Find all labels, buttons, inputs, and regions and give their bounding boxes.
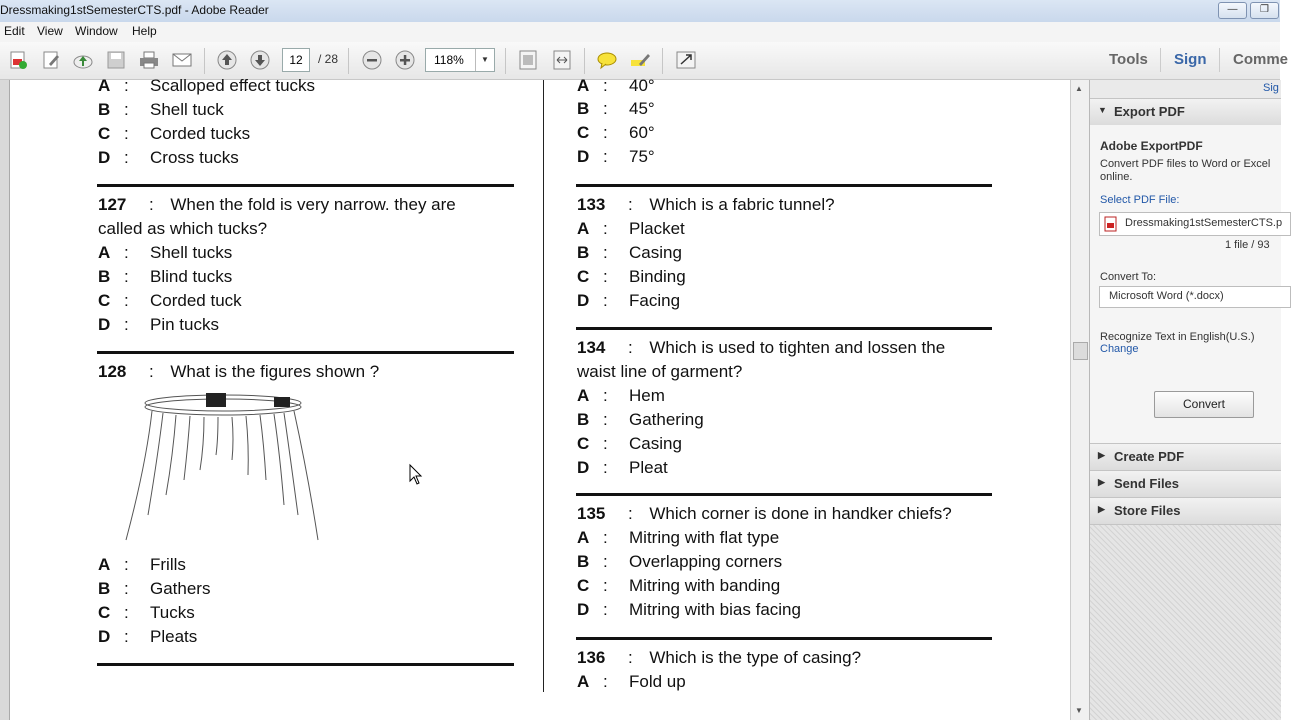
minimize-button[interactable]: — xyxy=(1218,2,1247,19)
recognize-text-label: Recognize Text in English(U.S.) xyxy=(1100,331,1255,343)
list-item: C : Casing xyxy=(577,434,682,453)
page-total: / 28 xyxy=(318,52,339,66)
list-item: C : Binding xyxy=(577,267,686,286)
toolbar-separator xyxy=(1160,48,1161,72)
comment-link[interactable]: Comme xyxy=(1233,51,1289,68)
tools-panel xyxy=(1089,80,1281,720)
list-item: A : Placket xyxy=(577,219,685,238)
file-count: 1 file / 93 xyxy=(1225,239,1270,251)
create-pdf-header[interactable]: ▶ Create PDF xyxy=(1090,443,1281,471)
question-divider xyxy=(97,351,514,354)
select-pdf-label: Select PDF File: xyxy=(1100,194,1180,206)
list-item: A : Mitring with flat type xyxy=(577,528,780,547)
question-127-continued: called as which tucks? xyxy=(98,219,268,238)
panel-top-strip xyxy=(1090,80,1281,98)
list-item: D : Pleat xyxy=(577,458,668,477)
menu-view[interactable]: View xyxy=(37,24,63,38)
toolbar-separator xyxy=(662,48,663,74)
expand-down-icon: ▼ xyxy=(1098,105,1107,115)
list-item: D : Pleats xyxy=(98,627,198,646)
convert-button[interactable]: Convert xyxy=(1154,391,1254,418)
toolbar-separator xyxy=(204,48,205,74)
pdf-file-icon xyxy=(1104,216,1118,232)
list-item: D : Cross tucks xyxy=(98,148,239,167)
question-134-continued: waist line of garment? xyxy=(577,362,743,381)
vertical-scrollbar[interactable] xyxy=(1070,80,1089,720)
sign-panel-link[interactable]: Sig xyxy=(1263,82,1279,94)
window-title: Dressmaking1stSemesterCTS.pdf - Adobe Reader xyxy=(0,3,269,17)
comment-icon[interactable] xyxy=(595,48,619,72)
print-icon[interactable] xyxy=(137,48,161,72)
zoom-select[interactable] xyxy=(425,48,495,72)
list-item: A : Shell tucks xyxy=(98,243,233,262)
selected-file-name: Dressmaking1stSemesterCTS.p xyxy=(1125,217,1283,229)
edit-pdf-icon[interactable] xyxy=(39,48,63,72)
selected-file-field[interactable] xyxy=(1099,212,1291,236)
expand-right-icon: ▶ xyxy=(1098,477,1105,487)
adobe-export-title: Adobe ExportPDF xyxy=(1100,139,1203,153)
menu-help[interactable]: Help xyxy=(132,24,157,38)
list-item: C : Corded tucks xyxy=(98,124,251,143)
restore-button[interactable]: ❐ xyxy=(1250,2,1279,19)
expand-right-icon: ▶ xyxy=(1098,450,1105,460)
fit-width-icon[interactable] xyxy=(550,48,574,72)
zoom-out-icon[interactable] xyxy=(360,48,384,72)
zoom-value: 118% xyxy=(434,53,464,67)
list-item: B : Blind tucks xyxy=(98,267,233,286)
cloud-upload-icon[interactable] xyxy=(71,48,95,72)
panel-empty-area xyxy=(1090,525,1281,720)
title-bar xyxy=(0,0,1280,23)
highlight-icon[interactable] xyxy=(628,48,652,72)
question-divider xyxy=(97,663,514,666)
list-item: A : Scalloped effect tucks xyxy=(98,76,316,95)
list-item: C : Mitring with banding xyxy=(577,576,781,595)
question-divider xyxy=(576,184,992,187)
list-item: D : 75° xyxy=(577,147,655,166)
next-page-icon[interactable] xyxy=(248,48,272,72)
sign-link[interactable]: Sign xyxy=(1174,51,1207,68)
list-item: C : 60° xyxy=(577,123,655,142)
export-pdf-header[interactable]: ▼ Export PDF xyxy=(1090,98,1281,126)
list-item: B : Gathers xyxy=(98,579,211,598)
document-view[interactable] xyxy=(0,76,1070,720)
toolbar-separator xyxy=(505,48,506,74)
column-divider xyxy=(543,80,544,692)
question-133: 133 : Which is a fabric tunnel? xyxy=(577,195,835,214)
send-files-header[interactable]: ▶ Send Files xyxy=(1090,470,1281,498)
convert-to-value: Microsoft Word (*.docx) xyxy=(1109,290,1224,302)
toolbar xyxy=(0,42,1280,80)
scrollbar-thumb[interactable] xyxy=(1073,342,1088,360)
zoom-in-icon[interactable] xyxy=(393,48,417,72)
store-files-header[interactable]: ▶ Store Files xyxy=(1090,497,1281,525)
question-134: 134 : Which is used to tighten and lossen the xyxy=(577,338,946,357)
page-number-input[interactable]: 12 xyxy=(282,48,310,72)
list-item: B : Gathering xyxy=(577,410,704,429)
toolbar-separator xyxy=(584,48,585,74)
list-item: A : Fold up xyxy=(577,672,686,691)
question-divider xyxy=(97,184,514,187)
gathered-skirt-figure xyxy=(118,385,328,545)
create-pdf-icon[interactable] xyxy=(6,48,30,72)
fullscreen-icon[interactable] xyxy=(674,48,698,72)
question-135: 135 : Which corner is done in handker chiefs? xyxy=(577,504,952,523)
expand-right-icon: ▶ xyxy=(1098,504,1105,514)
change-link[interactable]: Change xyxy=(1100,343,1139,355)
menu-edit[interactable]: Edit xyxy=(4,24,25,38)
scroll-up-icon[interactable]: ▲ xyxy=(1075,84,1083,93)
list-item: A : Hem xyxy=(577,386,665,405)
list-item: A : 40° xyxy=(577,76,655,95)
chevron-down-icon[interactable]: ▼ xyxy=(475,49,494,71)
save-icon[interactable] xyxy=(104,48,128,72)
question-128: 128 : What is the figures shown ? xyxy=(98,362,380,381)
email-icon[interactable] xyxy=(170,48,194,72)
list-item: D : Mitring with bias facing xyxy=(577,600,801,619)
list-item: D : Pin tucks xyxy=(98,315,219,334)
export-desc-line2: online. xyxy=(1100,171,1133,183)
previous-page-icon[interactable] xyxy=(215,48,239,72)
mouse-cursor-icon xyxy=(409,464,423,486)
fit-page-icon[interactable] xyxy=(516,48,540,72)
question-127: 127 : When the fold is very narrow. they are xyxy=(98,195,456,214)
list-item: B : Overlapping corners xyxy=(577,552,783,571)
question-divider xyxy=(576,327,992,330)
list-item: B : Casing xyxy=(577,243,682,262)
tools-link[interactable]: Tools xyxy=(1109,51,1148,68)
question-divider xyxy=(576,493,992,496)
scroll-down-icon[interactable]: ▼ xyxy=(1075,706,1083,715)
menu-bar xyxy=(0,22,1280,42)
question-136: 136 : Which is the type of casing? xyxy=(577,648,862,667)
list-item: A : Frills xyxy=(98,555,186,574)
question-divider xyxy=(576,637,992,640)
export-desc-line1: Convert PDF files to Word or Excel xyxy=(1100,158,1271,170)
toolbar-separator xyxy=(1219,48,1220,72)
list-item: B : Shell tuck xyxy=(98,100,224,119)
list-item: D : Facing xyxy=(577,291,681,310)
list-item: C : Tucks xyxy=(98,603,195,622)
list-item: B : 45° xyxy=(577,99,655,118)
page-left-edge xyxy=(0,80,10,720)
menu-window[interactable]: Window xyxy=(75,24,118,38)
convert-to-select[interactable] xyxy=(1099,286,1291,308)
list-item: C : Corded tuck xyxy=(98,291,242,310)
toolbar-separator xyxy=(348,48,349,74)
convert-to-label: Convert To: xyxy=(1100,271,1157,283)
